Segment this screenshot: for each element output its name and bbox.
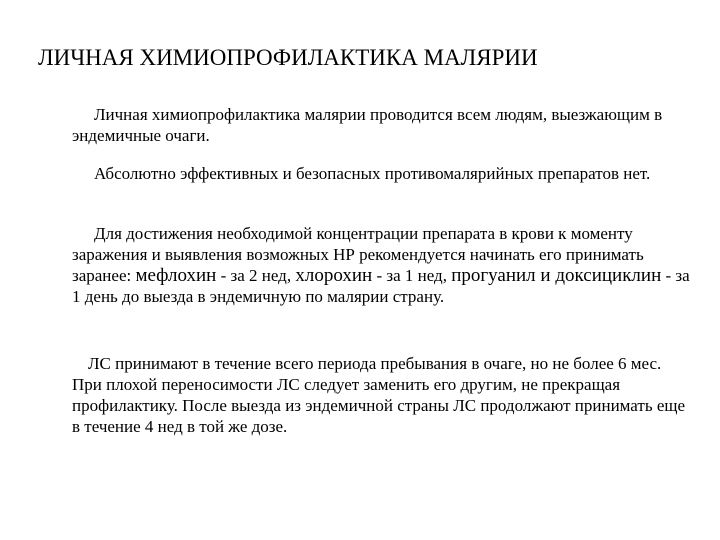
paragraph-personal-prophylaxis: Личная химиопрофилактика малярии проводится всем людям, выезжающим в эндемичные очаги.: [72, 105, 663, 145]
slide-title: ЛИЧНАЯ ХИМИОПРОФИЛАКТИКА МАЛЯРИИ: [38, 45, 538, 70]
paragraph-start-schedule: [72, 223, 692, 307]
conjunction-and: и: [535, 265, 556, 286]
paragraph-no-safe-drugs: Абсолютно эффективных и безопасных противомалярийных препаратов нет.: [94, 164, 651, 183]
chloroquine-term: - за 1 нед,: [372, 266, 452, 285]
paragraph-duration: ЛС принимают в течение всего периода пребывания в очаге, но не более 6 мес. При плохой переносимости ЛС следует заменить его другим, не прекращая профилактику. После выезда из эндемичной страны ЛС продолжают принимать еще в течение 4 нед в той же дозе.: [72, 354, 686, 436]
drug-doxycycline: доксициклин: [555, 265, 662, 286]
mefloquine-term: - за 2 нед,: [216, 266, 296, 285]
drug-mefloquine: мефлохин: [135, 265, 217, 286]
schedule-intro: Для достижения необходимой концентрации препарата в крови к моменту заражения и выявления возможных НР рекомендуется начинать его принимать заранее:: [72, 224, 644, 285]
drug-chloroquine: хлорохин: [295, 265, 373, 286]
schedule-outro: - за 1 день до выезда в эндемичную по малярии страну.: [72, 266, 690, 306]
drug-proguanil: прогуанил: [451, 265, 536, 286]
